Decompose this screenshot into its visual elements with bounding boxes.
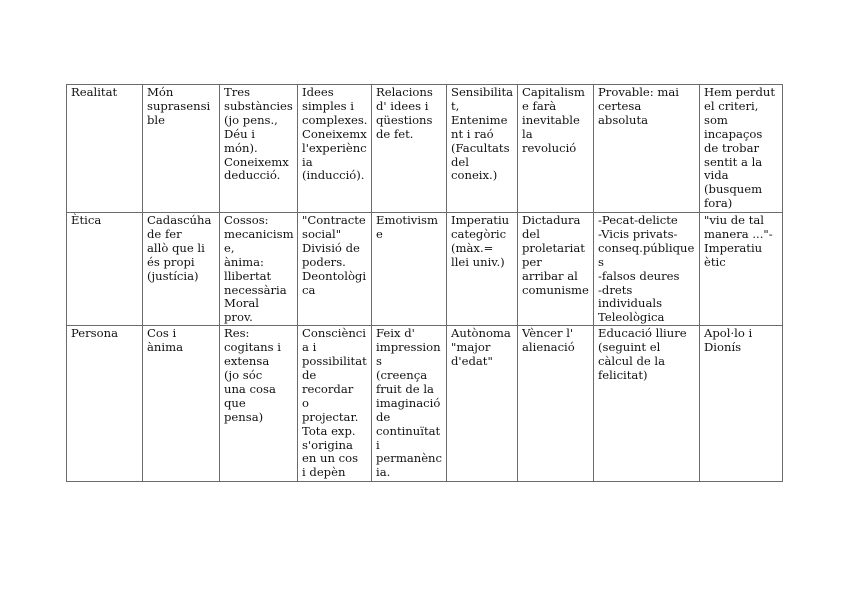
table-cell: Tres substàncies (jo pens., Déu i món). Coneixemx deducció. <box>220 85 298 213</box>
table-cell: "viu de tal manera ..."- Imperatiu ètic <box>700 213 783 326</box>
table-row-persona <box>67 326 783 482</box>
table-cell: Hem perdut el criteri, som incapaços de trobar sentit a la vida (busquem fora) <box>700 85 783 213</box>
row-header-cell: Realitat <box>67 85 143 213</box>
table-row-etica <box>67 213 783 326</box>
table-cell: Dictadura del proletariat per arribar al comunisme <box>518 213 594 326</box>
table-cell: Res: cogitans i extensa (jo sóc una cosa que pensa) <box>220 326 298 482</box>
table-cell: Món suprasensible <box>143 85 220 213</box>
table-cell: Educació lliure (seguint el càlcul de la felicitat) <box>594 326 700 482</box>
table-cell: Emotivisme <box>372 213 447 326</box>
table-cell: Sensibilitat, Enteniment i raó (Facultats del coneix.) <box>447 85 518 213</box>
table-cell: Feix d' impressions (creença fruit de la imaginació de continuïtat i permanència. <box>372 326 447 482</box>
table-cell: Imperatiu categòric (màx.= llei univ.) <box>447 213 518 326</box>
table-cell: Relacions d' idees i qüestions de fet. <box>372 85 447 213</box>
table-cell: Vèncer l' alienació <box>518 326 594 482</box>
table-cell: "Contracte social" Divisió de poders. Deontològica <box>298 213 372 326</box>
table-cell: Provable: mai certesa absoluta <box>594 85 700 213</box>
table-cell: Cossos: mecanicisme, ànima: llibertat necessària Moral prov. <box>220 213 298 326</box>
row-header-cell: Ètica <box>67 213 143 326</box>
table-row-realitat <box>67 85 783 213</box>
table-cell: Apol·lo i Dionís <box>700 326 783 482</box>
philosophy-comparison-table <box>66 84 783 482</box>
table-cell: Capitalisme farà inevitable la revolució <box>518 85 594 213</box>
table-cell: Cadascúha de fer allò que li és propi (justícia) <box>143 213 220 326</box>
row-header-cell: Persona <box>67 326 143 482</box>
table-cell: -Pecat-delicte -Vicis privats- conseq.públiques -falsos deures -drets individuals Teleològica <box>594 213 700 326</box>
table-cell: Idees simples i complexes. Coneixemx l'experiència (inducció). <box>298 85 372 213</box>
table-cell: Autònoma "major d'edat" <box>447 326 518 482</box>
table-cell: Cos i ànima <box>143 326 220 482</box>
table-cell: Consciència i possibilitat de recordar o projectar. Tota exp. s'origina en un cos i depèn <box>298 326 372 482</box>
